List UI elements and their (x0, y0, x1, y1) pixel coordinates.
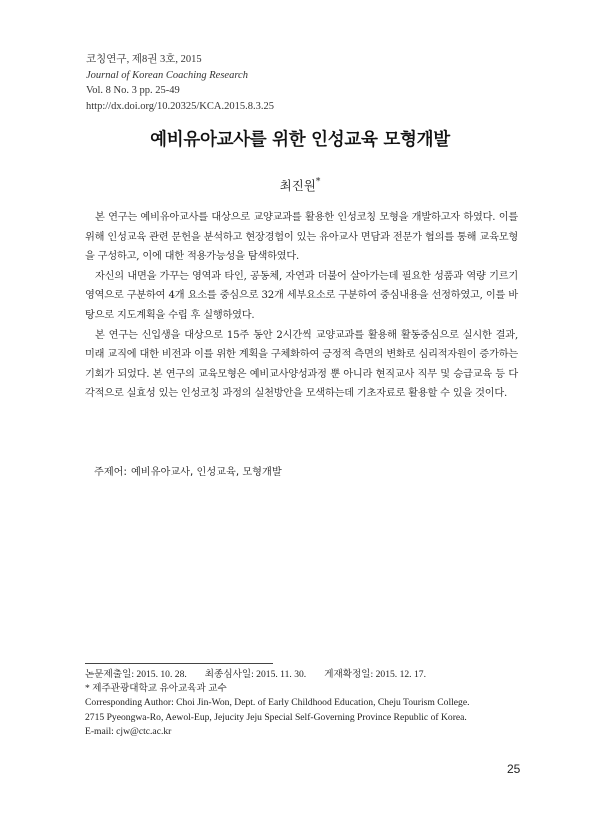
abstract-paragraph-3: 본 연구는 신입생을 대상으로 15주 동안 2시간씩 교양교과를 활용해 활동중심으로 실시한 결과, 미래 교직에 대한 비전과 이를 위한 계획을 구체화하여 긍정적 측면의 변화로 심리적자원이 증가하는 기회가 되었다. 본 연구의 교육모형은 예비교사양성과정 뿐 아니라 현직교사 직무 및 승급교육 등 다각적으로 실효성 있는 인성코칭 과정의 실천방안을 모색하는데 기초자료로 활용할 수 있을 것이다. (85, 329, 518, 400)
keywords-text: 예비유아교사, 인성교육, 모형개발 (130, 467, 282, 478)
author-name: 최진원 (279, 178, 316, 193)
journal-header (86, 52, 274, 114)
journal-name-english: Journal of Korean Coaching Research (86, 69, 248, 81)
received-date: 논문제출일: 2015. 10. 28. (85, 669, 187, 680)
footnote-divider (85, 663, 273, 664)
abstract (85, 208, 518, 404)
abstract-paragraph-2: 자신의 내면을 가꾸는 영역과 타인, 공동체, 자연과 더불어 살아가는데 필요한 성품과 역량 기르기 영역으로 구분하여 4개 요소를 중심으로 32개 세부요소로 구분하여 중심내용을 선정하였고, 이를 바탕으로 지도계획을 수립 후 실행하였다. (85, 270, 518, 321)
author-email[interactable]: E-mail: cjw@ctc.ac.kr (85, 725, 172, 737)
journal-name-korean: 코칭연구, 제8권 3호, 2015 (86, 54, 202, 65)
author-footnote-mark: * (315, 176, 321, 187)
reviewed-date: 최종심사일: 2015. 11. 30. (204, 669, 307, 680)
footnote (85, 668, 525, 739)
submission-dates (85, 668, 525, 682)
paper-title: 예비유아교사를 위한 인성교육 모형개발 (150, 130, 450, 150)
author-line (0, 176, 600, 194)
keywords (94, 463, 282, 478)
author-affiliation: * 제주관광대학교 유아교육과 교수 (85, 683, 227, 695)
keywords-label: 주제어: (94, 467, 127, 478)
doi-link[interactable]: http://dx.doi.org/10.20325/KCA.2015.8.3.25 (86, 100, 274, 112)
volume-info: Vol. 8 No. 3 pp. 25-49 (86, 85, 180, 96)
abstract-paragraph-1: 본 연구는 예비유아교사를 대상으로 교양교과를 활용한 인성코칭 모형을 개발하고자 하였다. 이를 위해 인성교육 관련 문헌을 분석하고 현장경험이 있는 유아교사 면담과 전문가 협의를 통해 교육모형을 구성하고, 이에 대한 적용가능성을 탐색하였다. (85, 212, 518, 263)
corresponding-author: Corresponding Author: Choi Jin-Won, Dept. of Early Childhood Education, Cheju Tourism College. (85, 697, 470, 709)
page-number: 25 (507, 762, 521, 776)
accepted-date: 게재확정일: 2015. 12. 17. (324, 669, 426, 680)
author-address: 2715 Pyeongwa-Ro, Aewol-Eup, Jejucity Jeju Special Self-Governing Province Republic of Korea. (85, 711, 467, 723)
